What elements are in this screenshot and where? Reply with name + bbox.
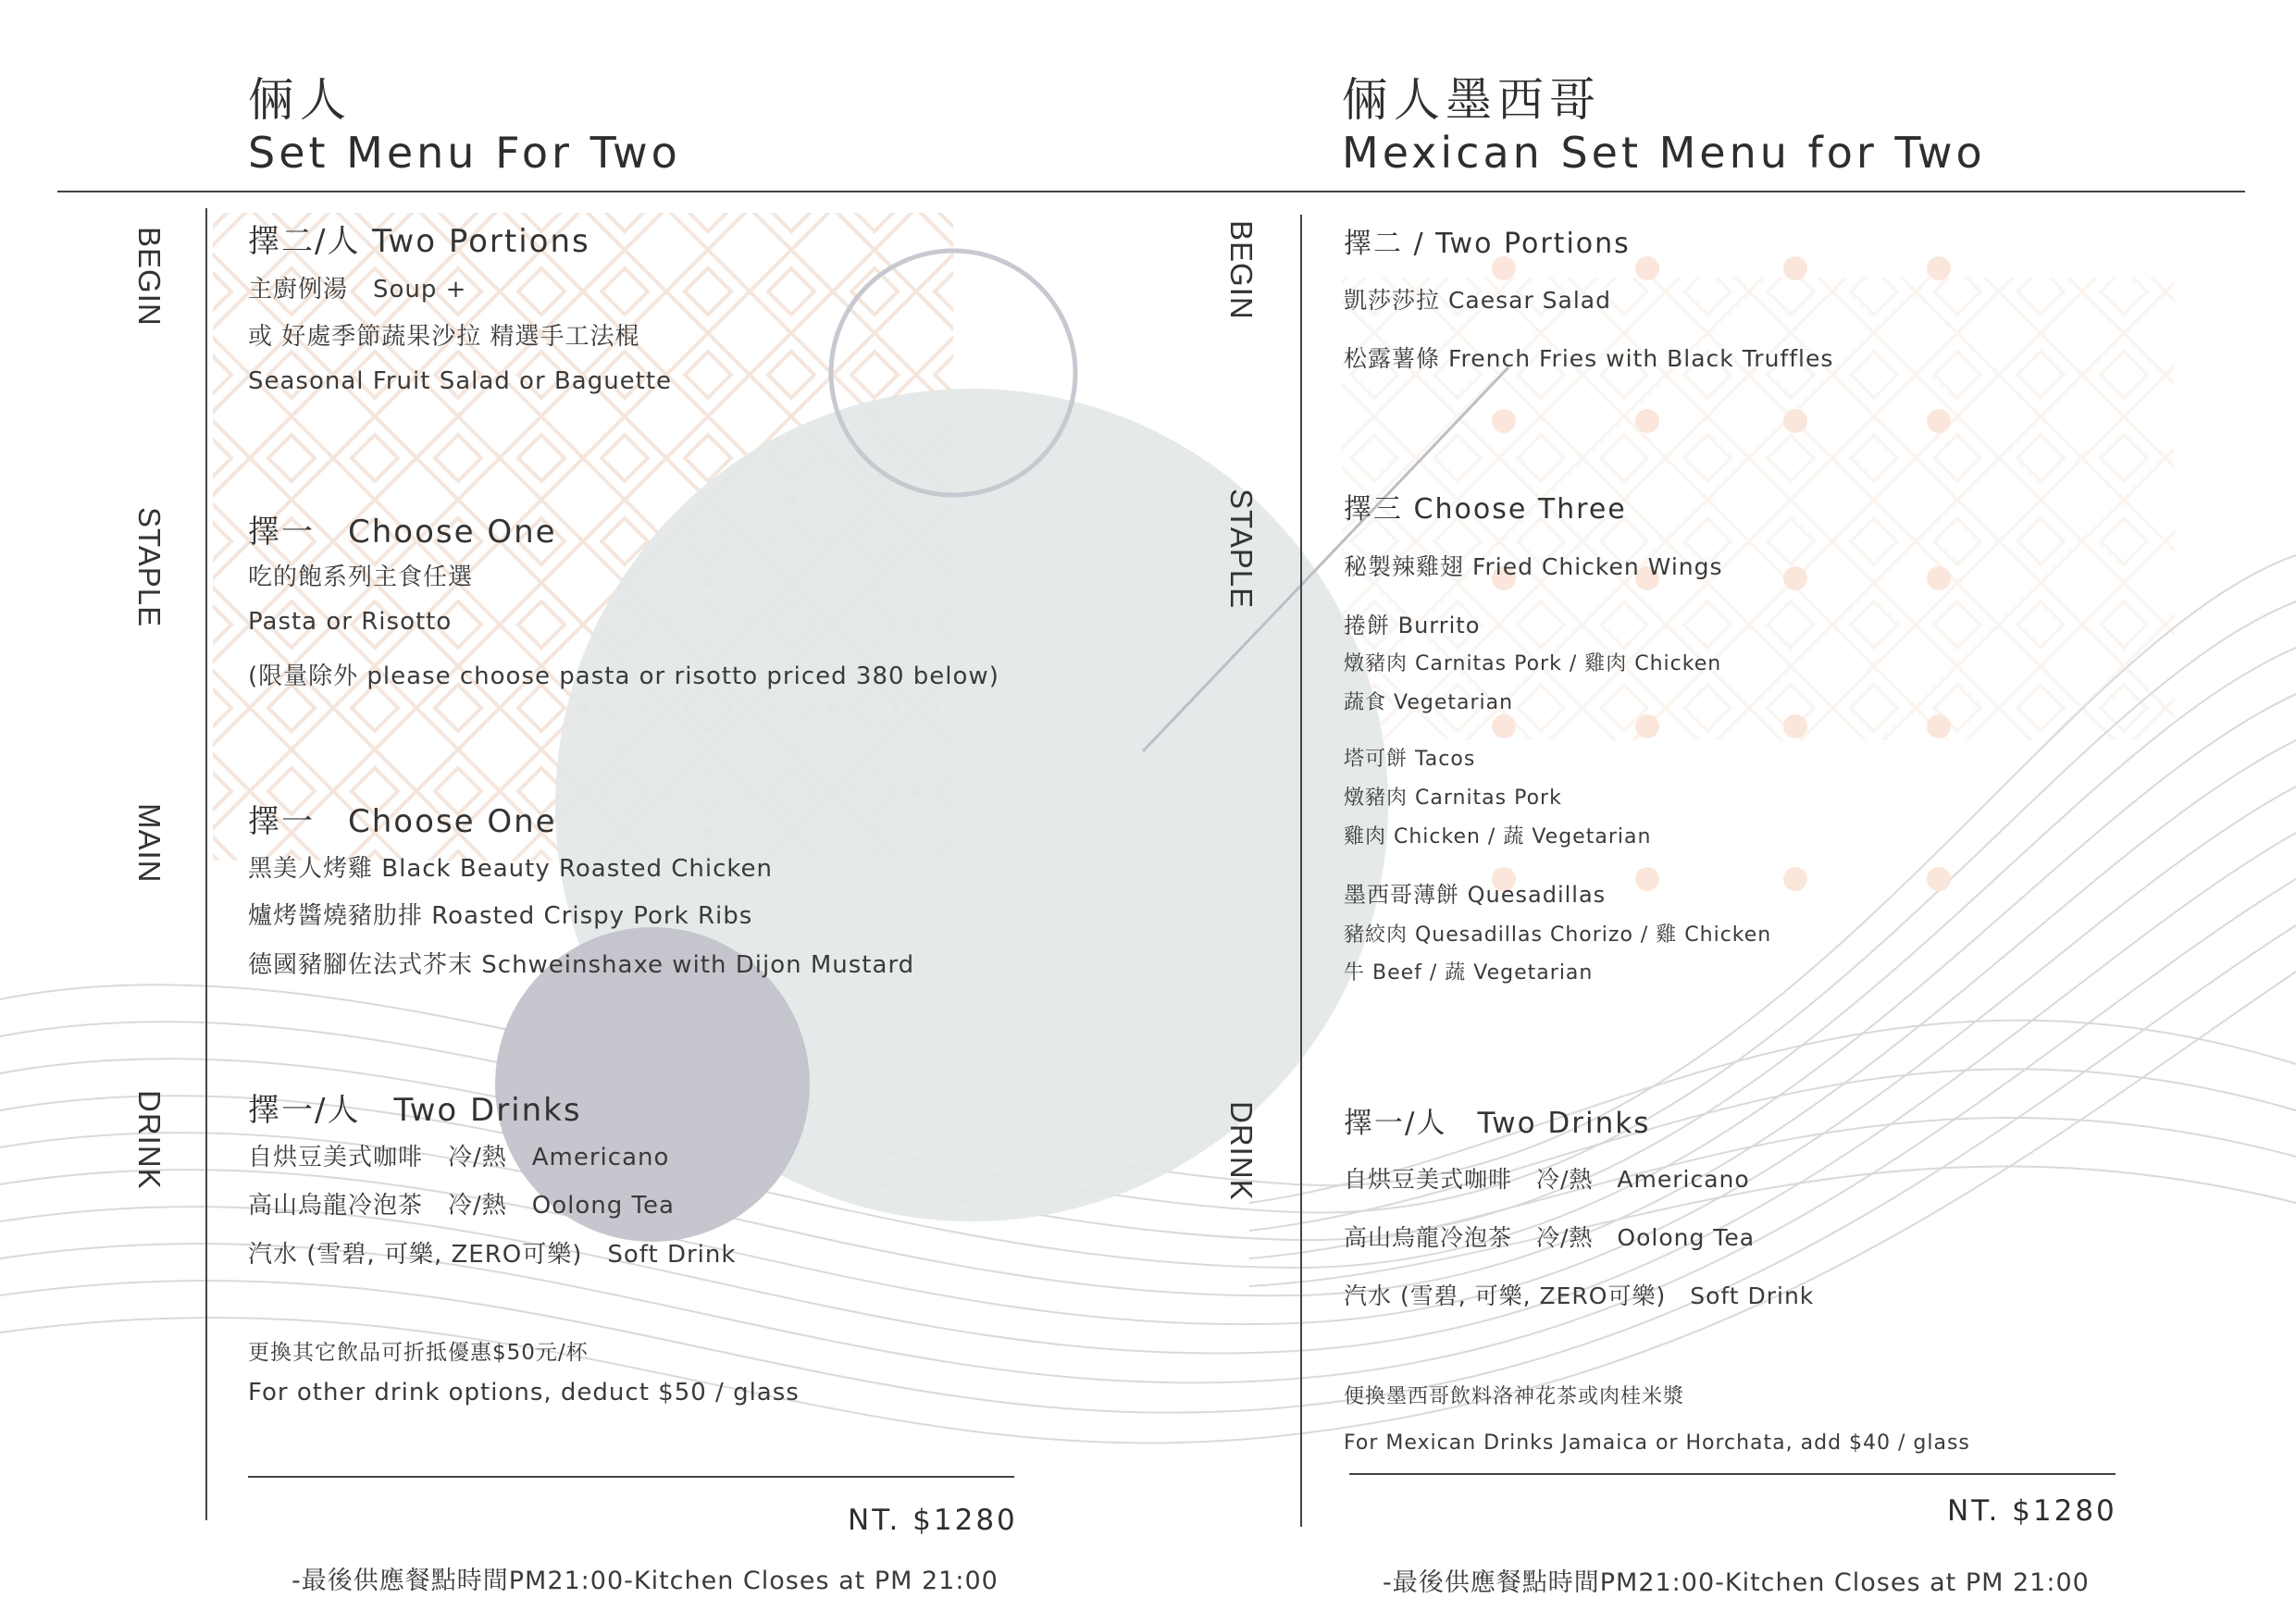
- right-footer: -最後供應餐點時間PM21:00-Kitchen Closes at PM 21:00: [1383, 1568, 2090, 1597]
- left-main-item: 爐烤醬燒豬肋排 Roasted Crispy Pork Ribs: [248, 902, 753, 930]
- left-footer: -最後供應餐點時間PM21:00-Kitchen Closes at PM 21:00: [292, 1567, 999, 1595]
- right-staple-item: 秘製辣雞翅 Fried Chicken Wings: [1344, 553, 1723, 580]
- right-staple-item: 燉豬肉 Carnitas Pork: [1344, 787, 1562, 810]
- right-staple-item: 牛 Beef / 蔬 Vegetarian: [1344, 961, 1594, 985]
- header-divider: [57, 191, 2245, 192]
- left-title-zh: 倆人: [248, 73, 352, 127]
- left-label-drink: DRINK: [132, 1090, 167, 1190]
- right-staple-heading: 擇三 Choose Three: [1344, 493, 1627, 526]
- right-staple-item: 豬絞肉 Quesadillas Chorizo / 雞 Chicken: [1344, 923, 1772, 947]
- right-begin-item: 凱莎莎拉 Caesar Salad: [1344, 287, 1611, 314]
- left-label-staple: STAPLE: [132, 507, 167, 628]
- right-drink-note-en: For Mexican Drinks Jamaica or Horchata, add $40 / glass: [1344, 1431, 1970, 1455]
- right-label-staple: STAPLE: [1224, 489, 1259, 610]
- left-vertical-divider: [205, 208, 207, 1520]
- right-drink-note-zh: 便換墨西哥飲料洛神花茶或肉桂米漿: [1344, 1385, 1685, 1408]
- right-staple-item: 墨西哥薄餅 Quesadillas: [1344, 882, 1607, 908]
- left-begin-item: 或 好處季節蔬果沙拉 精選手工法棍: [248, 323, 640, 351]
- left-label-begin: BEGIN: [132, 227, 167, 327]
- left-drink-note-en: For other drink options, deduct $50 / glass: [248, 1379, 800, 1406]
- right-title-zh: 倆人墨西哥: [1342, 73, 1601, 127]
- right-drink-heading: 擇一/人 Two Drinks: [1344, 1107, 1651, 1140]
- left-main-item: 黑美人烤雞 Black Beauty Roasted Chicken: [248, 855, 773, 883]
- right-begin-item: 松露薯條 French Fries with Black Truffles: [1344, 345, 1834, 372]
- right-title-en: Mexican Set Menu for Two: [1342, 128, 1986, 178]
- left-main-heading: 擇一 Choose One: [248, 803, 557, 840]
- left-price-rule: [248, 1476, 1014, 1478]
- right-vertical-divider: [1300, 215, 1302, 1527]
- left-begin-item: Seasonal Fruit Salad or Baguette: [248, 367, 673, 395]
- right-begin-heading: 擇二 / Two Portions: [1344, 228, 1631, 260]
- left-label-main: MAIN: [132, 803, 167, 884]
- left-staple-item: 吃的飽系列主食任選: [248, 564, 474, 591]
- right-drink-item: 高山烏龍冷泡茶 冷/熱 Oolong Tea: [1344, 1224, 1756, 1251]
- right-staple-item: 燉豬肉 Carnitas Pork / 雞肉 Chicken: [1344, 652, 1722, 675]
- left-drink-item: 高山烏龍冷泡茶 冷/熱 Oolong Tea: [248, 1192, 675, 1220]
- left-main-item: 德國豬腳佐法式芥末 Schweinshaxe with Dijon Mustard: [248, 951, 915, 979]
- right-label-drink: DRINK: [1224, 1101, 1259, 1201]
- left-begin-item: 主廚例湯 Soup +: [248, 276, 467, 304]
- right-staple-item: 蔬食 Vegetarian: [1344, 691, 1514, 714]
- left-begin-heading: 擇二/人 Two Portions: [248, 223, 590, 260]
- right-staple-item: 雞肉 Chicken / 蔬 Vegetarian: [1344, 825, 1652, 849]
- left-title-en: Set Menu For Two: [248, 128, 681, 178]
- left-staple-item: Pasta or Risotto: [248, 608, 453, 636]
- right-price: NT. $1280: [1947, 1494, 2117, 1528]
- left-drink-item: 自烘豆美式咖啡 冷/熱 Americano: [248, 1144, 670, 1171]
- left-price: NT. $1280: [848, 1504, 1018, 1537]
- left-staple-heading: 擇一 Choose One: [248, 514, 557, 551]
- right-label-begin: BEGIN: [1224, 220, 1259, 320]
- right-price-rule: [1349, 1473, 2116, 1475]
- right-staple-item: 塔可餅 Tacos: [1344, 748, 1476, 771]
- right-drink-item: 自烘豆美式咖啡 冷/熱 Americano: [1344, 1166, 1750, 1193]
- left-drink-heading: 擇一/人 Two Drinks: [248, 1092, 582, 1129]
- left-drink-item: 汽水 (雪碧, 可樂, ZERO可樂) Soft Drink: [248, 1241, 737, 1269]
- left-drink-note-zh: 更換其它飲品可折抵優惠$50元/杯: [248, 1341, 589, 1365]
- left-staple-item: (限量除外 please choose pasta or risotto priced 380 below): [248, 663, 999, 690]
- right-drink-item: 汽水 (雪碧, 可樂, ZERO可樂) Soft Drink: [1344, 1282, 1815, 1309]
- right-staple-item: 捲餅 Burrito: [1344, 613, 1481, 638]
